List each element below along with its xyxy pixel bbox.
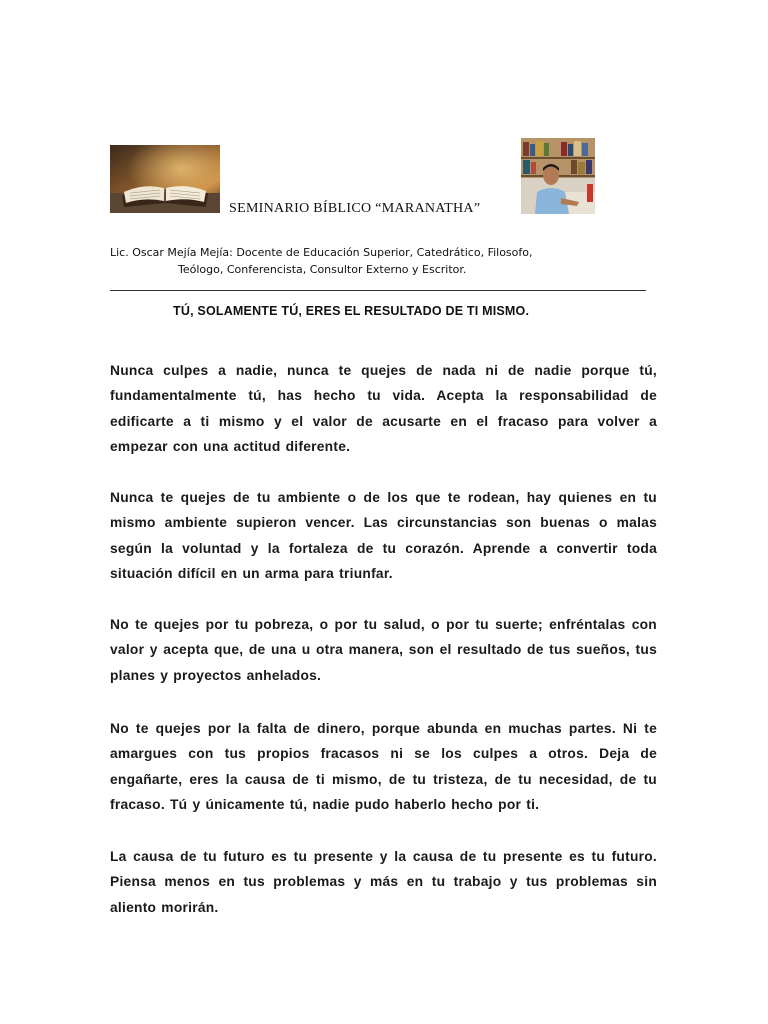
paragraph: No te quejes por la falta de dinero, porque abunda en muchas partes. Ni te amargues con tus propios fracasos ni se los culpes a otros. Deja de engañarte, eres la causa de ti mismo, de tu tristeza, de tu necesidad, de tu fracaso. Tú y únicamente tú, nadie pudo haberlo hecho por ti. [110, 720, 657, 813]
seminar-title: SEMINARIO BÍBLICO “MARANATHA” [229, 201, 481, 216]
separator-line [110, 290, 646, 291]
paragraph: Nunca culpes a nadie, nunca te quejes de nada ni de nadie porque tú, fundamentalmente tú, has hecho tu vida. Acepta la responsabilidad de edificarte a ti mismo y el valor de acusarte en el fracaso para volver a empezar con una actitud diferente. [110, 362, 657, 455]
author-line-2: Teólogo, Conferencista, Consultor Externo y Escritor. [178, 263, 467, 276]
paragraph: La causa de tu futuro es tu presente y la causa de tu presente es tu futuro. Piensa menos en tus problemas y más en tu trabajo y tus problemas sin aliento morirán. [110, 848, 657, 915]
open-bible-image [110, 145, 220, 213]
author-line-1: Lic. Oscar Mejía Mejía: Docente de Educación Superior, Catedrático, Filosofo, [110, 246, 533, 259]
document-heading: TÚ, SOLAMENTE TÚ, ERES EL RESULTADO DE TI MISMO. [173, 304, 530, 318]
author-photo [521, 138, 595, 214]
author-credentials [110, 244, 670, 278]
paragraph: No te quejes por tu pobreza, o por tu salud, o por tu suerte; enfréntalas con valor y acepta que, de una u otra manera, son el resultado de tus sueños, tus planes y proyectos anhelados. [110, 616, 657, 683]
paragraph: Nunca te quejes de tu ambiente o de los que te rodean, hay quienes en tu mismo ambiente supieron vencer. Las circunstancias son buenas o malas según la voluntad y la fortaleza de tu corazón. Aprende a convertir toda situación difícil en un arma para triunfar. [110, 489, 657, 582]
